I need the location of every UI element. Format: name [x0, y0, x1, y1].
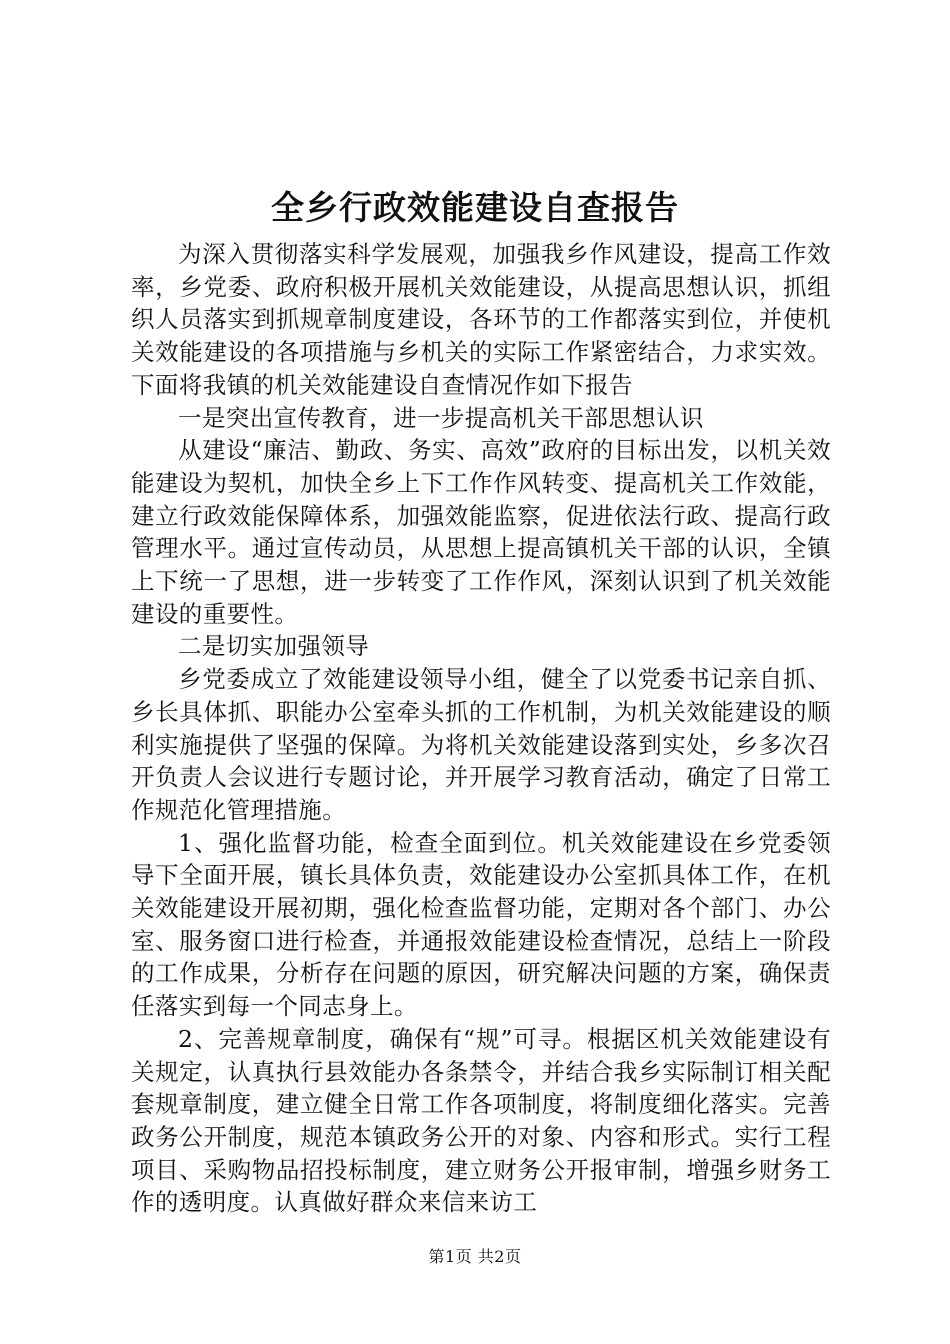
- page-title: 全乡行政效能建设自查报告: [271, 188, 679, 227]
- paragraph-item-1: 1、强化监督功能，检查全面到位。机关效能建设在乡党委领导下全面开展，镇长具体负责，效能建设办公室抓具体工作，在机关效能建设开展初期，强化检查监督功能，定期对各个部门、办公室、服务窗口进行检查，并通报效能建设检查情况，总结上一阶段的工作成果，分析存在问题的原因，研究解决问题的方案，确保责任落实到每一个同志身上。: [131, 828, 831, 1021]
- paragraph-item-2: 2、完善规章制度，确保有“规”可寻。根据区机关效能建设有关规定，认真执行县效能办各条禁令，并结合我乡实际制订相关配套规章制度，建立健全日常工作各项制度，将制度细化落实。完善政务公开制度，规范本镇政务公开的对象、内容和形式。实行工程项目、采购物品招投标制度，建立财务公开报审制，增强乡财务工作的透明度。认真做好群众来信来访工: [131, 1024, 831, 1217]
- section-heading-1: 一是突出宣传教育，进一步提高机关干部思想认识: [178, 403, 704, 432]
- section-heading-2: 二是切实加强领导: [178, 632, 370, 661]
- page-footer: 第1页 共2页: [428, 1247, 522, 1266]
- document-body: [131, 238, 831, 1219]
- paragraph-section-1: 从建设“廉洁、勤政、务实、高效”政府的目标出发，以机关效能建设为契机，加快全乡上下工作作风转变、提高机关工作效能，建立行政效能保障体系，加强效能监察，促进依法行政、提高行政管理水平。通过宣传动员，从思想上提高镇机关干部的认识，全镇上下统一了思想，进一步转变了工作作风，深刻认识到了机关效能建设的重要性。: [131, 436, 831, 628]
- paragraph-section-2: 乡党委成立了效能建设领导小组，健全了以党委书记亲自抓、乡长具体抓、职能办公室牵头抓的工作机制，为机关效能建设的顺利实施提供了坚强的保障。为将机关效能建设落到实处，乡多次召开负责人会议进行专题讨论，并开展学习教育活动，确定了日常工作规范化管理措施。: [131, 665, 831, 824]
- paragraph-intro: 为深入贯彻落实科学发展观，加强我乡作风建设，提高工作效率，乡党委、政府积极开展机关效能建设，从提高思想认识，抓组织人员落实到抓规章制度建设，各环节的工作都落实到位，并使机关效能建设的各项措施与乡机关的实际工作紧密结合，力求实效。下面将我镇的机关效能建设自查情况作如下报告: [131, 240, 831, 399]
